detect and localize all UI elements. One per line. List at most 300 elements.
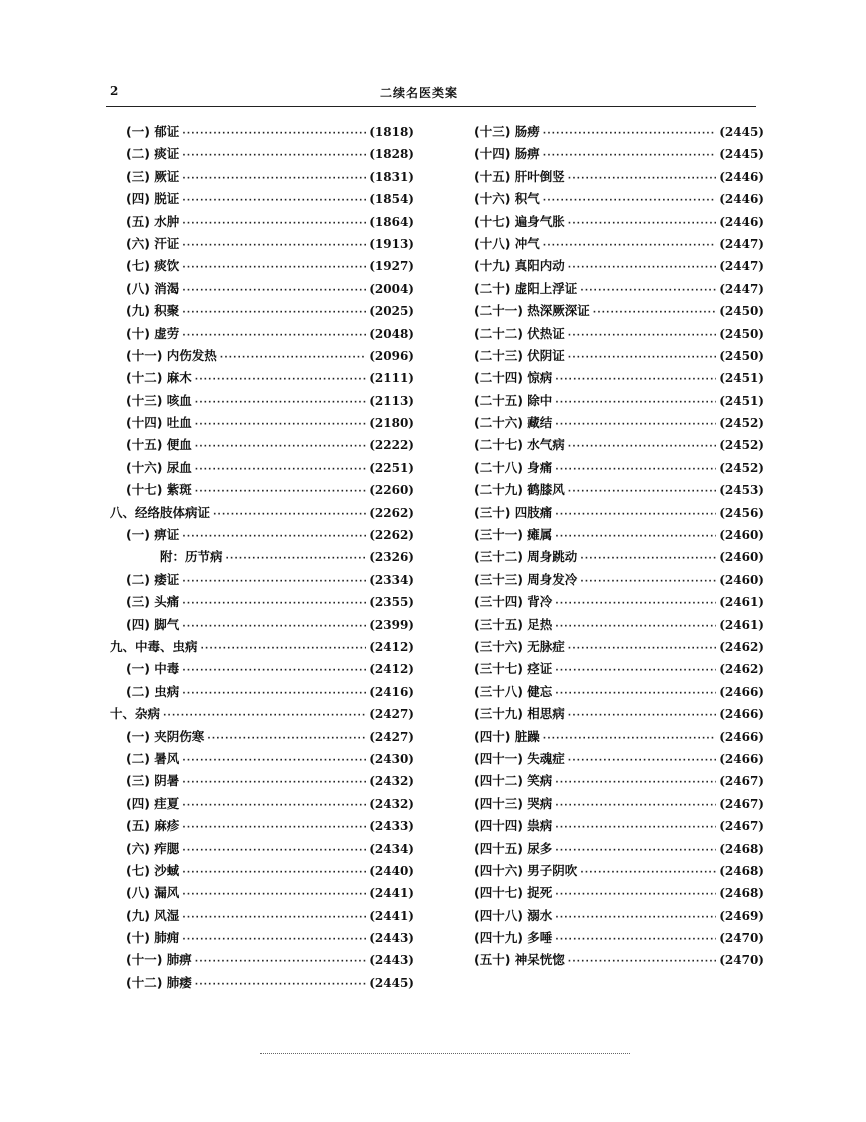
toc-entry-title: (六) 汗证	[126, 235, 180, 251]
toc-entry	[472, 457, 764, 479]
toc-entry	[110, 972, 414, 994]
toc-entry	[472, 300, 764, 322]
toc-entry	[110, 367, 414, 389]
toc-entry	[110, 412, 414, 434]
toc-entry-page: (1864)	[369, 214, 414, 229]
toc-entry-page: (2355)	[369, 595, 414, 610]
toc-entry-page: (2447)	[719, 236, 764, 251]
toc-entry-title: (二十五) 除中	[474, 392, 553, 408]
toc-entry-page: (2467)	[719, 796, 764, 811]
toc-entry-title: (四十九) 多唾	[474, 930, 553, 946]
toc-entry-page: (2447)	[719, 259, 764, 274]
toc-entry-page: (2441)	[369, 886, 414, 901]
dot-leader	[182, 907, 366, 929]
toc-entry-title: (一) 夹阴伤寒	[126, 728, 205, 744]
toc-entry-page: (2412)	[369, 662, 414, 677]
toc-entry	[472, 703, 764, 725]
toc-entry-page: (2467)	[719, 774, 764, 789]
dot-leader	[580, 548, 716, 570]
toc-entry	[110, 793, 414, 815]
toc-entry-page: (2466)	[719, 707, 764, 722]
dot-leader	[182, 123, 366, 145]
toc-entry-page: (2470)	[719, 953, 764, 968]
toc-entry-title: (三十九) 相思病	[474, 706, 565, 722]
dot-leader	[182, 280, 366, 302]
dot-leader	[580, 571, 716, 593]
dot-leader	[555, 369, 716, 391]
toc-entry	[110, 614, 414, 636]
toc-entry-page: (2450)	[719, 326, 764, 341]
toc-entry-page: (2468)	[719, 886, 764, 901]
toc-entry-page: (2427)	[369, 707, 414, 722]
toc-entry-page: (2443)	[369, 953, 414, 968]
dot-leader	[555, 884, 716, 906]
toc-entry-title: (十) 虚劳	[126, 325, 180, 341]
toc-entry-page: (1831)	[369, 169, 414, 184]
toc-entry-title: (十二) 肺痿	[126, 974, 192, 990]
dot-leader	[195, 436, 366, 458]
toc-entry-page: (2468)	[719, 841, 764, 856]
toc-entry	[110, 345, 414, 367]
toc-entry-title: (四十二) 笑病	[474, 773, 553, 789]
toc-entry	[472, 390, 764, 412]
dot-leader	[182, 593, 366, 615]
dot-leader	[568, 436, 716, 458]
toc-entry	[472, 636, 764, 658]
toc-entry-page: (2462)	[719, 639, 764, 654]
toc-entry-title: (十一) 肺痹	[126, 952, 192, 968]
toc-entry-page: (2262)	[369, 528, 414, 543]
toc-entry-page: (2432)	[369, 796, 414, 811]
toc-entry-page: (1854)	[369, 192, 414, 207]
dot-leader	[182, 168, 366, 190]
dot-leader	[555, 660, 716, 682]
toc-entry-page: (2427)	[369, 729, 414, 744]
toc-entry-page: (2452)	[719, 438, 764, 453]
toc-entry-title: (十四) 吐血	[126, 415, 192, 431]
dot-leader	[195, 392, 366, 414]
dot-leader	[182, 683, 366, 705]
toc-entry-page: (2440)	[369, 863, 414, 878]
toc-entry-page: (2446)	[719, 192, 764, 207]
toc-entry-page: (2466)	[719, 751, 764, 766]
toc-entry	[472, 770, 764, 792]
toc-entry-page: (2468)	[719, 863, 764, 878]
toc-entry-title: (二) 虫病	[126, 683, 180, 699]
toc-entry	[110, 591, 414, 613]
toc-entry-title: (六) 痄腮	[126, 840, 180, 856]
toc-entry-title: (二十四) 惊病	[474, 370, 553, 386]
dot-leader	[182, 235, 366, 257]
toc-entry-title: (二十七) 水气病	[474, 437, 565, 453]
toc-entry-title: (四十一) 失魂症	[474, 750, 565, 766]
toc-entry-page: (2113)	[369, 393, 414, 408]
toc-entry	[110, 434, 414, 456]
toc-entry-title: 九、中毒、虫病	[110, 638, 198, 654]
toc-entry	[472, 860, 764, 882]
toc-entry-title: (十三) 肠痨	[474, 124, 540, 139]
toc-entry	[110, 479, 414, 501]
dot-leader	[555, 526, 716, 548]
dot-leader	[182, 750, 366, 772]
dot-leader	[195, 481, 366, 503]
toc-entry-title: (十) 肺痈	[126, 930, 180, 946]
toc-entry	[472, 412, 764, 434]
toc-entry-page: (2445)	[369, 975, 414, 990]
dot-leader	[568, 347, 716, 369]
toc-entry-title: (三十一) 瘫属	[474, 527, 553, 543]
dot-leader	[182, 817, 366, 839]
toc-entry	[110, 748, 414, 770]
toc-entry	[472, 233, 764, 255]
dot-leader	[543, 123, 716, 145]
toc-entry-title: (三) 阴暑	[126, 773, 180, 789]
page-number: 2	[110, 84, 119, 98]
toc-entry-title: (三十七) 痉证	[474, 661, 553, 677]
toc-entry-page: (2446)	[719, 169, 764, 184]
toc-entry	[472, 726, 764, 748]
toc-entry-title: (二十六) 藏结	[474, 415, 553, 431]
toc-right-column	[472, 121, 764, 972]
dot-leader	[543, 728, 716, 750]
dot-leader	[555, 616, 716, 638]
toc-entry-title: (十七) 遍身气胀	[474, 213, 565, 229]
dot-leader	[555, 772, 716, 794]
toc-entry-title: (十六) 积气	[474, 191, 540, 207]
toc-entry	[472, 323, 764, 345]
toc-entry-page: (2334)	[369, 572, 414, 587]
toc-entry	[110, 390, 414, 412]
toc-entry-page: (2450)	[719, 348, 764, 363]
toc-entry-title: 八、经络肢体病证	[110, 504, 211, 520]
toc-entry-title: (九) 风湿	[126, 907, 180, 923]
dot-leader	[182, 257, 366, 279]
toc-entry-title: (二) 痿证	[126, 571, 180, 587]
toc-entry-title: (四十六) 男子阴吹	[474, 862, 578, 878]
toc-entry-title: (十六) 尿血	[126, 459, 192, 475]
toc-entry	[110, 233, 414, 255]
dot-leader	[593, 302, 716, 324]
dot-leader	[182, 660, 366, 682]
toc-entry-title: (一) 中毒	[126, 661, 180, 677]
dot-leader	[555, 504, 716, 526]
toc-entry-page: (2222)	[369, 438, 414, 453]
dot-leader	[182, 325, 366, 347]
dot-leader	[568, 325, 716, 347]
toc-entry-title: (五十) 神呆恍惚	[474, 952, 565, 968]
toc-entry-page: (1828)	[369, 147, 414, 162]
toc-entry-title: 附：历节病	[160, 549, 223, 565]
dot-leader	[163, 705, 366, 727]
dot-leader	[568, 638, 716, 660]
dot-leader	[195, 459, 366, 481]
dot-leader	[182, 571, 366, 593]
toc-entry-title: (三十五) 足热	[474, 616, 553, 632]
toc-entry	[110, 524, 414, 546]
toc-entry	[110, 323, 414, 345]
toc-entry-page: (2451)	[719, 371, 764, 386]
toc-entry-title: (一) 郁证	[126, 124, 180, 139]
toc-entry	[110, 905, 414, 927]
toc-left-column	[110, 121, 414, 994]
toc-entry-page: (2451)	[719, 393, 764, 408]
toc-entry	[472, 345, 764, 367]
toc-entry	[472, 121, 764, 143]
toc-entry	[472, 815, 764, 837]
toc-entry-title: (五) 麻疹	[126, 818, 180, 834]
toc-entry-title: (二十九) 鹤膝风	[474, 482, 565, 498]
dot-leader	[207, 728, 366, 750]
toc-entry	[472, 143, 764, 165]
toc-entry-title: (四) 脱证	[126, 191, 180, 207]
toc-entry	[472, 591, 764, 613]
toc-entry	[110, 300, 414, 322]
toc-entry	[110, 770, 414, 792]
toc-entry	[472, 367, 764, 389]
dot-leader	[182, 213, 366, 235]
dot-leader	[182, 526, 366, 548]
toc-entry-title: (九) 积聚	[126, 303, 180, 319]
toc-entry-page: (2443)	[369, 931, 414, 946]
dot-leader	[182, 840, 366, 862]
dot-leader	[568, 213, 716, 235]
dot-leader	[555, 929, 716, 951]
toc-entry-page: (2461)	[719, 595, 764, 610]
toc-entry	[110, 838, 414, 860]
toc-entry	[472, 838, 764, 860]
toc-entry-page: (2445)	[719, 147, 764, 162]
toc-entry-page: (2004)	[369, 281, 414, 296]
toc-entry	[110, 636, 414, 658]
toc-entry-title: (四十七) 捉死	[474, 885, 553, 901]
toc-entry-title: (十八) 冲气	[474, 235, 540, 251]
toc-entry-title: (七) 沙蜮	[126, 862, 180, 878]
toc-entry-title: (四) 脚气	[126, 616, 180, 632]
dot-leader	[182, 772, 366, 794]
toc-entry-title: (四十) 脏躁	[474, 728, 540, 744]
toc-entry-page: (2469)	[719, 908, 764, 923]
toc-entry-title: (十七) 紫斑	[126, 482, 192, 498]
dot-leader	[182, 616, 366, 638]
toc-entry-page: (2456)	[719, 505, 764, 520]
toc-entry-page: (2460)	[719, 550, 764, 565]
running-title: 二续名医类案	[380, 86, 459, 100]
toc-entry	[110, 121, 414, 143]
scan-artifact-line	[260, 1053, 630, 1054]
toc-entry-page: (2430)	[369, 751, 414, 766]
dot-leader	[568, 257, 716, 279]
dot-leader	[568, 168, 716, 190]
toc-entry	[472, 569, 764, 591]
dot-leader	[580, 280, 716, 302]
toc-entry	[472, 748, 764, 770]
toc-entry-page: (1927)	[369, 259, 414, 274]
dot-leader	[568, 481, 716, 503]
toc-entry	[472, 255, 764, 277]
toc-entry-title: (十四) 肠痹	[474, 146, 540, 162]
toc-entry-page: (2466)	[719, 729, 764, 744]
toc-entry-title: (二) 暑风	[126, 750, 180, 766]
toc-entry	[472, 502, 764, 524]
toc-entry	[472, 614, 764, 636]
toc-entry-title: (三十六) 无脉症	[474, 638, 565, 654]
toc-entry	[110, 546, 414, 568]
toc-entry-title: (十三) 咳血	[126, 392, 192, 408]
toc-entry-title: (十五) 便血	[126, 437, 192, 453]
toc-entry-title: (八) 消渴	[126, 280, 180, 296]
toc-entry	[472, 479, 764, 501]
dot-leader	[555, 459, 716, 481]
toc-entry-page: (2466)	[719, 684, 764, 699]
dot-leader	[555, 907, 716, 929]
dot-leader	[568, 951, 716, 973]
toc-entry	[110, 278, 414, 300]
dot-leader	[182, 302, 366, 324]
toc-entry-title: (七) 痰饮	[126, 258, 180, 274]
toc-entry-page: (2460)	[719, 528, 764, 543]
toc-entry	[110, 569, 414, 591]
dot-leader	[226, 548, 367, 570]
dot-leader	[220, 347, 366, 369]
toc-entry-page: (2467)	[719, 819, 764, 834]
toc-entry-title: (二) 痰证	[126, 146, 180, 162]
toc-entry-title: (三十) 四肢痛	[474, 504, 553, 520]
toc-entry-page: (2434)	[369, 841, 414, 856]
toc-entry	[472, 681, 764, 703]
toc-entry	[110, 457, 414, 479]
toc-entry-title: (三十三) 周身发冷	[474, 571, 578, 587]
toc-entry-page: (2460)	[719, 572, 764, 587]
toc-entry	[472, 658, 764, 680]
toc-entry	[472, 905, 764, 927]
dot-leader	[568, 750, 716, 772]
toc-entry	[110, 927, 414, 949]
toc-entry-page: (2447)	[719, 281, 764, 296]
toc-entry	[472, 546, 764, 568]
toc-entry	[472, 949, 764, 971]
toc-entry-page: (2432)	[369, 774, 414, 789]
toc-entry-title: (四) 疰夏	[126, 795, 180, 811]
toc-entry-page: (2048)	[369, 326, 414, 341]
toc-entry-title: (十五) 肝叶倒竖	[474, 168, 565, 184]
dot-leader	[555, 683, 716, 705]
toc-entry	[472, 166, 764, 188]
toc-entry-page: (2445)	[719, 125, 764, 139]
toc-entry-page: (2416)	[369, 684, 414, 699]
dot-leader	[195, 951, 366, 973]
dot-leader	[555, 795, 716, 817]
toc-entry	[472, 278, 764, 300]
toc-entry-title: (四十四) 祟病	[474, 818, 553, 834]
toc-entry-page: (2461)	[719, 617, 764, 632]
dot-leader	[182, 145, 366, 167]
dot-leader	[182, 929, 366, 951]
toc-entry	[110, 681, 414, 703]
toc-entry-page: (2452)	[719, 416, 764, 431]
dot-leader	[543, 145, 716, 167]
toc-entry-page: (2096)	[369, 348, 414, 363]
dot-leader	[213, 504, 366, 526]
toc-entry-page: (2470)	[719, 931, 764, 946]
toc-entry-title: (三十四) 背冷	[474, 594, 553, 610]
toc-entry-title: (四十三) 哭病	[474, 795, 553, 811]
toc-entry	[472, 434, 764, 456]
dot-leader	[555, 817, 716, 839]
toc-entry	[110, 211, 414, 233]
dot-leader	[195, 414, 366, 436]
toc-entry-page: (2446)	[719, 214, 764, 229]
dot-leader	[580, 862, 716, 884]
toc-entry	[110, 143, 414, 165]
toc-entry-page: (2412)	[369, 639, 414, 654]
toc-entry-page: (2251)	[369, 460, 414, 475]
dot-leader	[182, 862, 366, 884]
toc-entry-page: (2452)	[719, 460, 764, 475]
dot-leader	[555, 593, 716, 615]
header-rule	[106, 106, 756, 107]
toc-entry-page: (2441)	[369, 908, 414, 923]
dot-leader	[182, 884, 366, 906]
dot-leader	[555, 414, 716, 436]
toc-entry-page: (2450)	[719, 304, 764, 319]
dot-leader	[195, 369, 366, 391]
dot-leader	[182, 795, 366, 817]
dot-leader	[568, 705, 716, 727]
toc-entry	[110, 703, 414, 725]
toc-entry-title: (二十一) 热深厥深证	[474, 303, 590, 319]
toc-entry	[110, 726, 414, 748]
toc-entry	[110, 255, 414, 277]
toc-entry	[472, 882, 764, 904]
toc-entry-page: (2262)	[369, 505, 414, 520]
toc-entry-page: (2180)	[369, 416, 414, 431]
toc-entry-page: (2111)	[369, 371, 414, 386]
toc-entry-title: (十一) 内伤发热	[126, 347, 217, 363]
toc-entry-title: (二十) 虚阳上浮证	[474, 280, 578, 296]
toc-entry-title: (十二) 麻木	[126, 370, 192, 386]
toc-entry	[110, 815, 414, 837]
toc-entry-page: (2453)	[719, 483, 764, 498]
toc-entry-title: (八) 漏风	[126, 885, 180, 901]
toc-entry-page: (2462)	[719, 662, 764, 677]
toc-entry-page: (1913)	[369, 236, 414, 251]
dot-leader	[555, 392, 716, 414]
toc-entry	[472, 211, 764, 233]
toc-entry-title: (四十五) 尿多	[474, 840, 553, 856]
dot-leader	[182, 190, 366, 212]
dot-leader	[195, 974, 366, 996]
toc-entry	[110, 882, 414, 904]
toc-entry-page: (2025)	[369, 304, 414, 319]
toc-entry-title: (二十八) 身痛	[474, 459, 553, 475]
toc-entry	[472, 793, 764, 815]
toc-entry	[472, 524, 764, 546]
toc-entry-page: (2399)	[369, 617, 414, 632]
toc-entry	[110, 502, 414, 524]
dot-leader	[543, 190, 716, 212]
toc-entry-title: (一) 痹证	[126, 527, 180, 543]
toc-entry	[110, 658, 414, 680]
toc-entry	[472, 927, 764, 949]
toc-entry-title: 十、杂病	[110, 706, 161, 722]
dot-leader	[543, 235, 716, 257]
toc-entry-title: (十九) 真阳内动	[474, 258, 565, 274]
toc-entry-page: (2326)	[369, 550, 414, 565]
toc-entry-title: (三十二) 周身跳动	[474, 549, 578, 565]
toc-entry	[110, 166, 414, 188]
toc-entry-title: (二十三) 伏阴证	[474, 347, 565, 363]
toc-entry-page: (2260)	[369, 483, 414, 498]
